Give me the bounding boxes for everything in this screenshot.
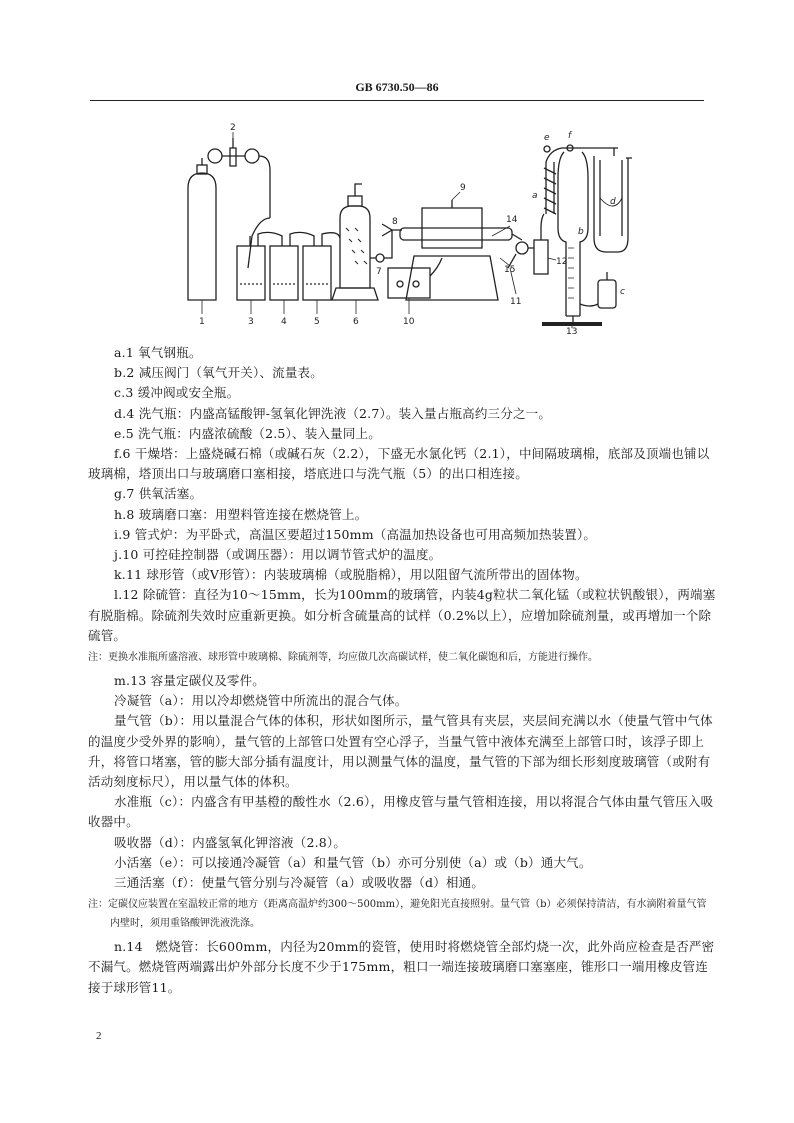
- part-condenser: 冷凝管（a）：用以冷却燃烧管中所流出的混合气体。: [114, 693, 408, 709]
- label-d: d: [610, 197, 616, 207]
- label-2: 2: [230, 123, 236, 133]
- apparatus-diagram: [170, 118, 660, 336]
- part-gas-burette: 量气管（b）：用以量混合气体的体积，形状如图所示，量气管具有夹层，夹层间充满以水（使量气管中气体的温度少受外界的影响），量气管的上部管口处置有空心浮子，当量气管中液体充满至上部管口时，该浮子即上升，将管口堵塞，管的膨大部分插有温度计，用以测量气体的温度，量气管的下部为细长形刻度玻璃管（或附有活动刻度标尺），用以量气体的体积。: [88, 713, 713, 790]
- wash-bottle-5: [303, 246, 331, 300]
- item-c: c.3 缓冲阀或安全瓶。: [114, 385, 240, 401]
- label-9: 9: [460, 183, 466, 193]
- body-text: [88, 343, 716, 998]
- label-f: f: [568, 131, 572, 141]
- label-15: 15: [504, 265, 516, 275]
- item-j: j.10 可控硅控制器（或调压器）：用以调节管式炉的温度。: [114, 547, 442, 563]
- item-b: b.2 减压阀门（氧气开关）、流量表。: [114, 365, 323, 381]
- item-n: n.14 燃烧管：长600mm，内径为20mm的瓷管，使用时将燃烧管全部灼烧一次，此外尚应检查是否严密不漏气。燃烧管两端露出炉外部分长度不少于175mm，粗口一端连接玻璃磨口塞塞座，锥形口一端用橡皮管连接于球形管11。: [88, 939, 715, 995]
- label-6: 6: [353, 317, 359, 327]
- label-10: 10: [403, 317, 415, 327]
- part-small-stopcock: 小活塞（e）：可以接通冷凝管（a）和量气管（b）亦可分别使（a）或（b）通大气。: [114, 854, 592, 870]
- oxygen-cylinder-shape: [188, 173, 216, 300]
- part-leveling-bottle: 水准瓶（c）：内盛含有甲基橙的酸性水（2.6），用橡皮管与量气管相连接，用以将混合气体由量气管压入吸收器中。: [88, 794, 714, 830]
- label-a: a: [532, 191, 538, 201]
- item-f: f.6 干燥塔：上盛烧碱石棉（或碱石灰（2.2），下盛无水氯化钙（2.1），中间隔玻璃棉，底部及顶端也铺以玻璃棉，塔顶出口与玻璃磨口塞相接，塔底进口与洗气瓶（5）的出口相连接。: [88, 446, 710, 482]
- leveling-bottle: [598, 280, 616, 308]
- apparatus-figure: [170, 118, 660, 336]
- label-c: c: [620, 287, 625, 297]
- desulfurization-tube: [534, 240, 548, 274]
- label-3: 3: [248, 317, 254, 327]
- oxygen-stopcock: [376, 254, 384, 262]
- standard-number-header: GB 6730.50—86: [355, 80, 439, 94]
- buffer-bottle: [237, 246, 265, 300]
- label-4: 4: [281, 317, 287, 327]
- label-13: 13: [566, 327, 578, 336]
- label-b: b: [578, 227, 584, 237]
- wash-bottle-4: [270, 246, 298, 300]
- item-i: i.9 管式炉：为平卧式，高温区要超过150mm（高温加热设备也可用高频加热装置）。: [114, 526, 597, 542]
- item-d: d.4 洗气瓶：内盛高锰酸钾-氢氧化钾洗液（2.7）。装入量占瓶高约三分之一。: [114, 405, 552, 421]
- small-stopcock-e: [544, 146, 550, 152]
- note-2: 注：定碳仪应装置在室温较正常的地方（距离高温炉约300～500mm），避免阳光直接照射。量气管（b）必须保持清洁，有水滴附着量气管内壁时，须用重铬酸钾洗液洗涤。: [88, 899, 707, 930]
- header-rule: [90, 100, 704, 101]
- item-a: a.1 氧气钢瓶。: [114, 345, 202, 360]
- label-12: 12: [556, 257, 568, 267]
- label-8: 8: [392, 217, 398, 227]
- item-g: g.7 供氧活塞。: [114, 486, 203, 502]
- condenser-tube: [544, 162, 556, 214]
- note-1: 注：更换水准瓶所盛溶液、球形管中玻璃棉、除硫剂等，均应做几次高碳试样，使二氧化碳饱和后，方能进行操作。: [88, 652, 598, 664]
- part-absorber: 吸收器（d）：内盛氢氧化钾溶液（2.8）。: [114, 834, 347, 850]
- label-e: e: [544, 133, 550, 143]
- label-7: 7: [376, 267, 382, 277]
- ball-tube: [516, 242, 528, 254]
- label-5: 5: [314, 317, 320, 327]
- item-l: l.12 除硫管：直径为10～15mm，长为100mm的玻璃管，内装4g粒状二氧化锰（或粒状钒酸银），两端塞有脱脂棉。除硫剂失效时应重新更换。如分析含硫量高的试样（0.2%以上），应增加除硫剂量，或再增加一个除硫管。: [88, 587, 716, 643]
- page-number: 2: [96, 1030, 102, 1042]
- label-1: 1: [199, 317, 205, 327]
- item-h: h.8 玻璃磨口塞：用塑料管连接在燃烧管上。: [114, 506, 368, 522]
- label-11: 11: [510, 297, 522, 307]
- regulator-gauge-left: [208, 149, 222, 163]
- label-14: 14: [506, 215, 518, 225]
- item-e: e.5 洗气瓶：内盛浓硫酸（2.5）、装入量同上。: [114, 425, 381, 441]
- regulator-gauge-right: [245, 149, 259, 163]
- part-three-way-stopcock: 三通活塞（f）：使量气管分别与冷凝管（a）或吸收器（d）相通。: [114, 875, 485, 891]
- item-m: m.13 容量定碳仪及零件。: [114, 673, 266, 689]
- drying-tower: [340, 206, 370, 288]
- item-k: k.11 球形管（或V形管）：内装玻璃棉（或脱脂棉），用以阻留气流所带出的固体物。: [114, 567, 588, 583]
